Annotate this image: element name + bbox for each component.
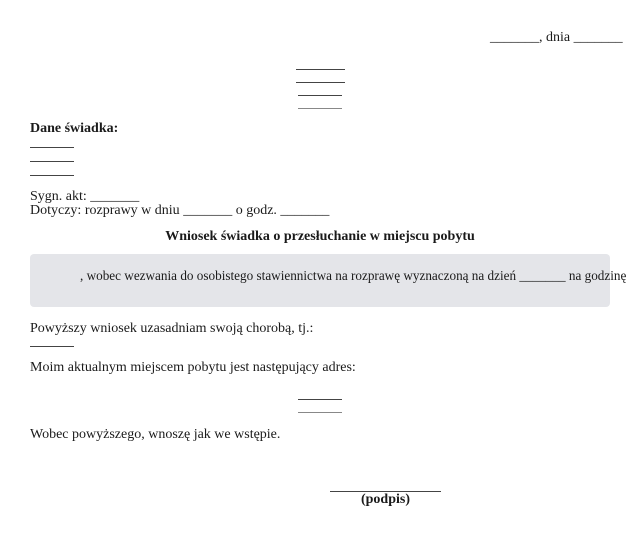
sygn-blank[interactable]: _______ [90, 189, 140, 204]
address-text: Moim aktualnym miejscem pobytu jest następujący adres: [30, 360, 356, 375]
place-blank[interactable]: _______ [490, 30, 539, 45]
court-address-line-4[interactable] [298, 108, 342, 109]
date-blank[interactable]: _______ [573, 30, 623, 45]
hearing-time-label: o godz. [232, 203, 281, 218]
court-address-line-2[interactable] [296, 82, 345, 83]
signature-label: (podpis) [360, 492, 411, 507]
witness-heading: Dane świadka: [30, 121, 119, 136]
address-line-1[interactable] [298, 399, 342, 400]
request-text-before: , wobec wezwania do osobistego stawiennictwa na rozprawę wyznaczoną na dzień [80, 268, 520, 283]
court-address-line-1[interactable] [296, 69, 345, 70]
sygn-label: Sygn. akt: [30, 189, 91, 204]
closing-text: Wobec powyższego, wnoszę jak we wstępie. [30, 427, 281, 442]
witness-line-3[interactable] [30, 175, 74, 176]
dotyczy-label: Dotyczy: rozprawy w dniu [30, 203, 184, 218]
justification-blank[interactable] [30, 346, 74, 347]
witness-line-1[interactable] [30, 147, 74, 148]
request-date-blank[interactable]: _______ [519, 268, 566, 283]
case-hearing-line [30, 203, 329, 219]
hearing-date-blank[interactable]: _______ [183, 203, 233, 218]
request-text-after: na godzinę [565, 268, 627, 283]
justification-text: Powyższy wniosek uzasadniam swoją chorobą, tj.: [30, 321, 314, 336]
request-paragraph [80, 268, 626, 284]
document-title: Wniosek świadka o przesłuchanie w miejscu pobytu [165, 229, 475, 244]
court-address-line-3[interactable] [298, 95, 342, 96]
date-label: , dnia [539, 30, 574, 45]
place-date-line [490, 30, 623, 46]
address-line-2[interactable] [298, 412, 342, 413]
witness-line-2[interactable] [30, 161, 74, 162]
hearing-time-blank[interactable]: _______ [280, 203, 330, 218]
